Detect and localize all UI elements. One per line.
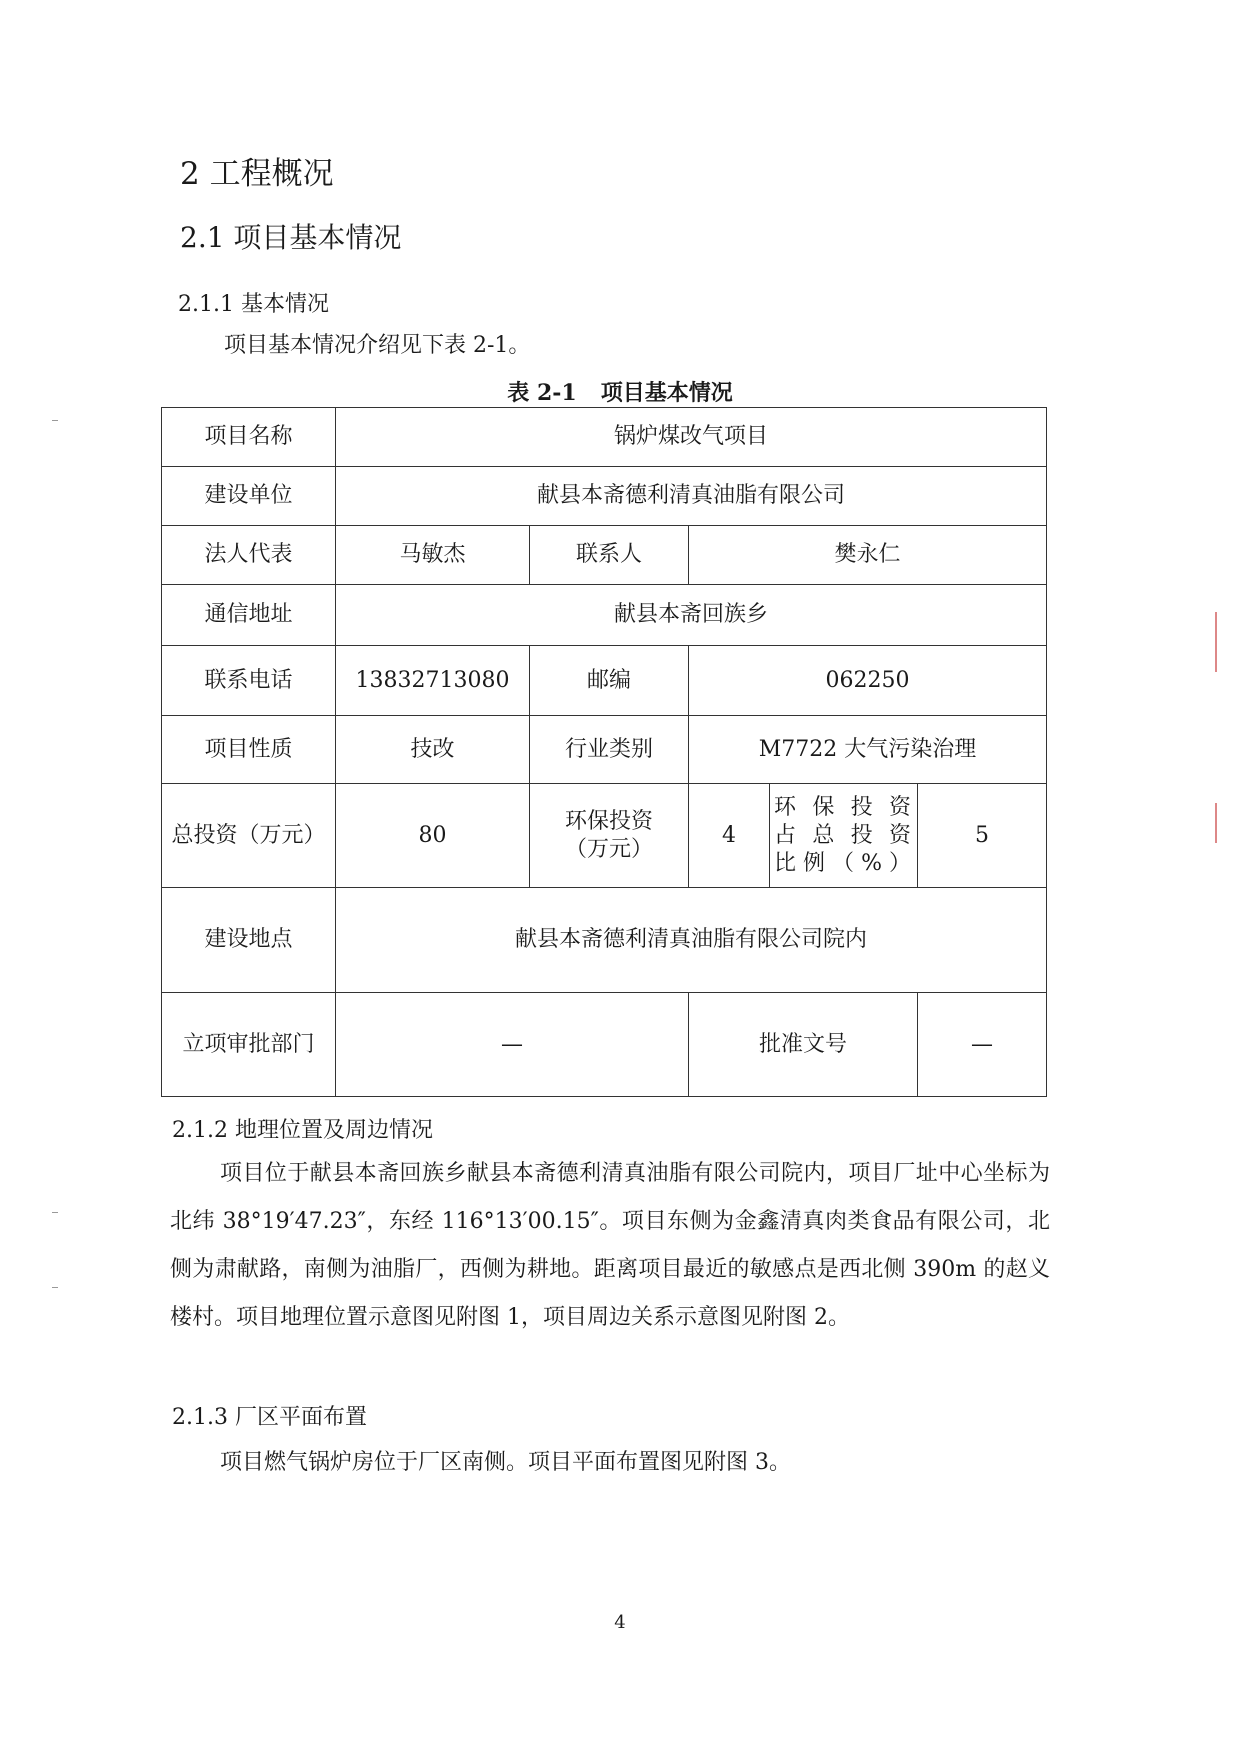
table-row [162,716,1047,784]
project-info-table [161,407,1047,1097]
table-value-cell: — [918,993,1047,1097]
ratio-label-line: 比例（%） [774,850,913,876]
table-row [162,888,1047,993]
table-row [162,993,1047,1097]
table-value-cell: 樊永仁 [689,526,1047,585]
table-value-cell: 献县本斋回族乡 [336,585,1047,646]
table-row [162,467,1047,526]
table-value-cell: 13832713080 [336,646,530,716]
ratio-label-line: 占总投资 [774,822,913,848]
table-value-cell: 5 [918,784,1047,888]
scan-mark [52,420,58,421]
table-label-cell: 通信地址 [162,585,336,646]
table-caption-title: 项目基本情况 [600,380,733,406]
intro-text: 项目基本情况介绍见下表 2-1。 [224,333,531,358]
scan-mark [52,1212,58,1213]
subsection-heading-location: 2.1.2 地理位置及周边情况 [172,1118,433,1143]
table-value-cell: 献县本斋德利清真油脂有限公司 [336,467,1047,526]
table-row [162,408,1047,467]
table-row [162,526,1047,585]
table-label-cell [770,784,918,888]
table-row [162,784,1047,888]
table-label-cell: 立项审批部门 [162,993,336,1097]
ratio-label-line: 环保投资 [774,794,913,820]
layout-paragraph: 项目燃气锅炉房位于厂区南侧。项目平面布置图见附图 3。 [220,1450,791,1475]
table-value-cell: 80 [336,784,530,888]
table-value-cell: 4 [689,784,770,888]
table-label-cell: 联系人 [530,526,689,585]
table-value-cell: 献县本斋德利清真油脂有限公司院内 [336,888,1047,993]
table-label-cell: 联系电话 [162,646,336,716]
table-caption-label: 表 2-1 [507,380,577,406]
table-label-cell: 项目名称 [162,408,336,467]
table-caption [0,376,1240,407]
table-label-cell: 建设地点 [162,888,336,993]
table-label-cell: 行业类别 [530,716,689,784]
section-heading: 2.1 项目基本情况 [180,221,402,254]
env-invest-label-line: 环保投资 [564,808,653,834]
table-label-cell: 建设单位 [162,467,336,526]
table-row [162,585,1047,646]
table-label-cell: 项目性质 [162,716,336,784]
table-value-cell: M7722 大气污染治理 [689,716,1047,784]
location-paragraph: 项目位于献县本斋回族乡献县本斋德利清真油脂有限公司院内，项目厂址中心坐标为北纬 38°19′47.23″，东经 116°13′00.15″。项目东侧为金鑫清真肉类食品有限公司，北侧为肃献路，南侧为油脂厂，西侧为耕地。距离项目最近的敏感点是西北侧 390m 的赵义楼村。项目地理位置示意图见附图 1，项目周边关系示意图见附图 2。 [170,1161,1050,1330]
table-value-cell: 062250 [689,646,1047,716]
page-number: 4 [614,1612,626,1633]
subsection-heading-basic: 2.1.1 基本情况 [178,292,329,317]
scan-mark [52,1287,58,1288]
scan-mark [1215,612,1217,672]
table-label-cell: 总投资（万元） [162,784,336,888]
table-value-cell: 马敏杰 [336,526,530,585]
table-value-cell: 技改 [336,716,530,784]
table-value-cell: — [336,993,689,1097]
table-value-cell: 锅炉煤改气项目 [336,408,1047,467]
subsection-heading-layout: 2.1.3 厂区平面布置 [172,1405,367,1430]
table-label-cell [530,784,689,888]
table-label-cell: 批准文号 [689,993,918,1097]
chapter-heading: 2 工程概况 [180,156,334,192]
table-row [162,646,1047,716]
table-label-cell: 邮编 [530,646,689,716]
scan-mark [1215,803,1217,843]
table-label-cell: 法人代表 [162,526,336,585]
env-invest-label-line: （万元） [564,836,653,862]
